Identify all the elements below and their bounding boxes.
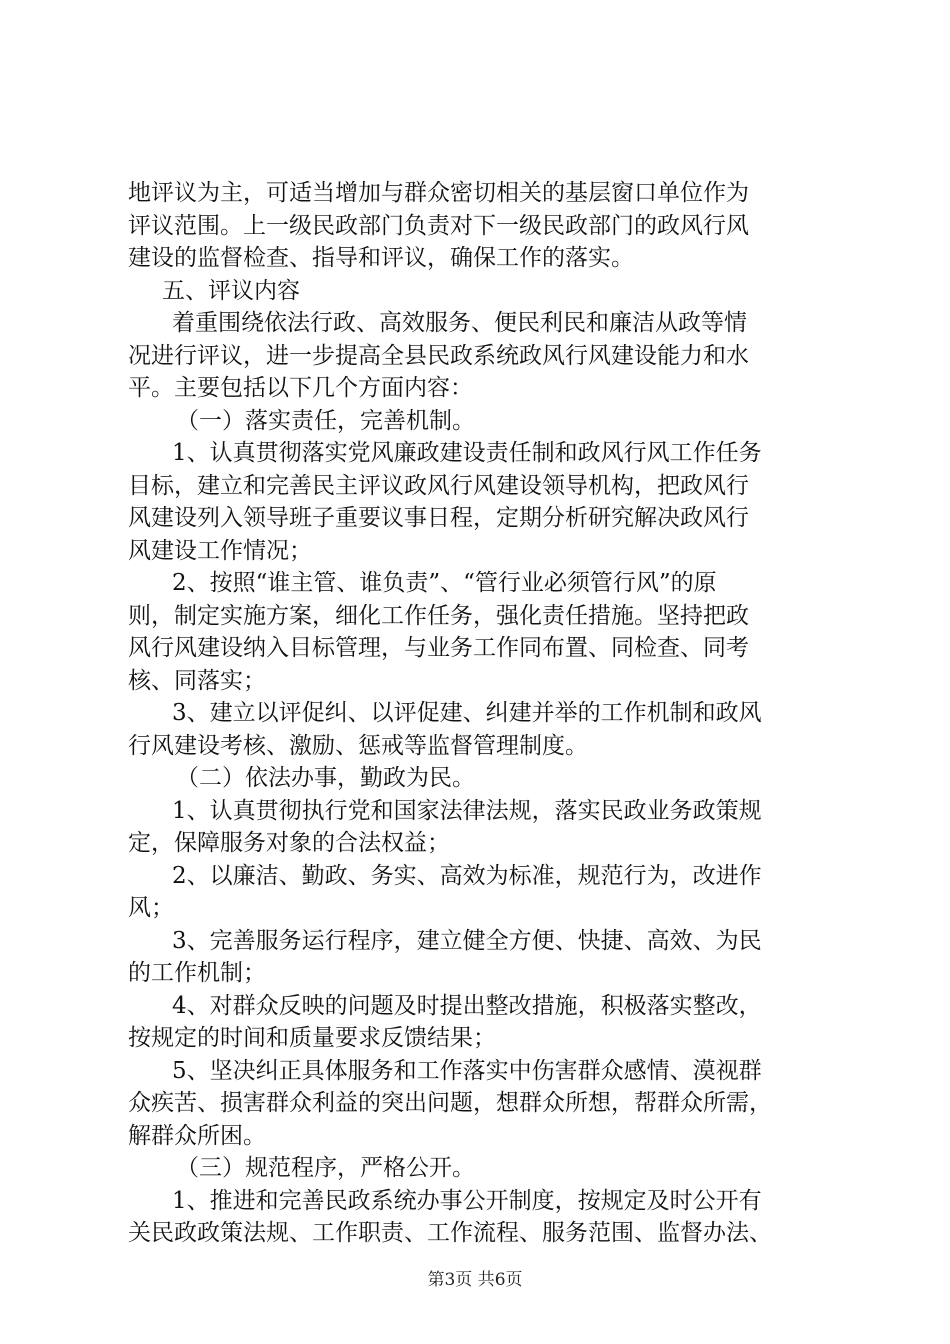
text-line: 2、以廉洁、勤政、务实、高效为标准，规范行为，改进作 <box>172 862 762 889</box>
text-line: 1、认真贯彻执行党和国家法律法规，落实民政业务政策规 <box>172 797 762 824</box>
text-line: 1、认真贯彻落实党风廉政建设责任制和政风行风工作任务 <box>172 440 762 466</box>
text-line: 定，保障服务对象的合法权益； <box>128 830 450 856</box>
text-line: 平。主要包括以下几个方面内容： <box>128 375 473 401</box>
text-line: 的工作机制； <box>128 960 266 986</box>
page-footer: 第3页 共6页 <box>427 1270 523 1290</box>
text-line: 风建设工作情况； <box>128 537 312 564</box>
text-line: 5、坚决纠正具体服务和工作落实中伤害群众感情、漠视群 <box>172 1057 762 1084</box>
subsection-heading: （二）依法办事，勤政为民。 <box>176 765 475 791</box>
text-line: 况进行评议，进一步提高全县民政系统政风行风建设能力和水 <box>128 342 749 369</box>
text-line: 众疾苦、损害群众利益的突出问题，想群众所想，帮群众所需， <box>128 1090 772 1116</box>
text-line: 关民政政策法规、工作职责、工作流程、服务范围、监督办法、 <box>128 1220 772 1246</box>
text-line: 按规定的时间和质量要求反馈结果； <box>128 1025 496 1051</box>
text-line: 解群众所困。 <box>128 1122 266 1149</box>
section-heading: 五、评议内容 <box>162 277 300 304</box>
text-line: 3、建立以评促纠、以评促建、纠建并举的工作机制和政风 <box>172 700 762 726</box>
text-line: 风建设列入领导班子重要议事日程，定期分析研究解决政风行 <box>128 505 749 531</box>
text-line: 则，制定实施方案，细化工作任务，强化责任措施。坚持把政 <box>128 602 749 629</box>
text-line: 4、对群众反映的问题及时提出整改措施，积极落实整改， <box>172 992 762 1019</box>
text-line: 建设的监督检查、指导和评议，确保工作的落实。 <box>128 245 634 271</box>
text-line: 2、按照“谁主管、谁负责”、“管行业必须管行风”的原 <box>172 570 717 596</box>
text-line: 核、同落实； <box>128 667 266 694</box>
text-line: 1、推进和完善民政系统办事公开制度，按规定及时公开有 <box>172 1187 762 1214</box>
text-line: 风； <box>128 895 174 921</box>
text-line: 3、完善服务运行程序，建立健全方便、快捷、高效、为民 <box>172 927 762 954</box>
text-line: 目标，建立和完善民主评议政风行风建设领导机构，把政风行 <box>128 472 749 499</box>
subsection-heading: （一）落实责任，完善机制。 <box>176 407 475 434</box>
text-line: 着重围绕依法行政、高效服务、便民利民和廉洁从政等情 <box>172 310 747 336</box>
text-line: 地评议为主，可适当增加与群众密切相关的基层窗口单位作为 <box>128 180 749 206</box>
text-line: 风行风建设纳入目标管理，与业务工作同布置、同检查、同考 <box>128 635 749 661</box>
document-body <box>128 177 848 1250</box>
subsection-heading: （三）规范程序，严格公开。 <box>176 1155 475 1181</box>
text-line: 评议范围。上一级民政部门负责对下一级民政部门的政风行风 <box>128 212 749 239</box>
text-line: 行风建设考核、激励、惩戒等监督管理制度。 <box>128 732 588 759</box>
